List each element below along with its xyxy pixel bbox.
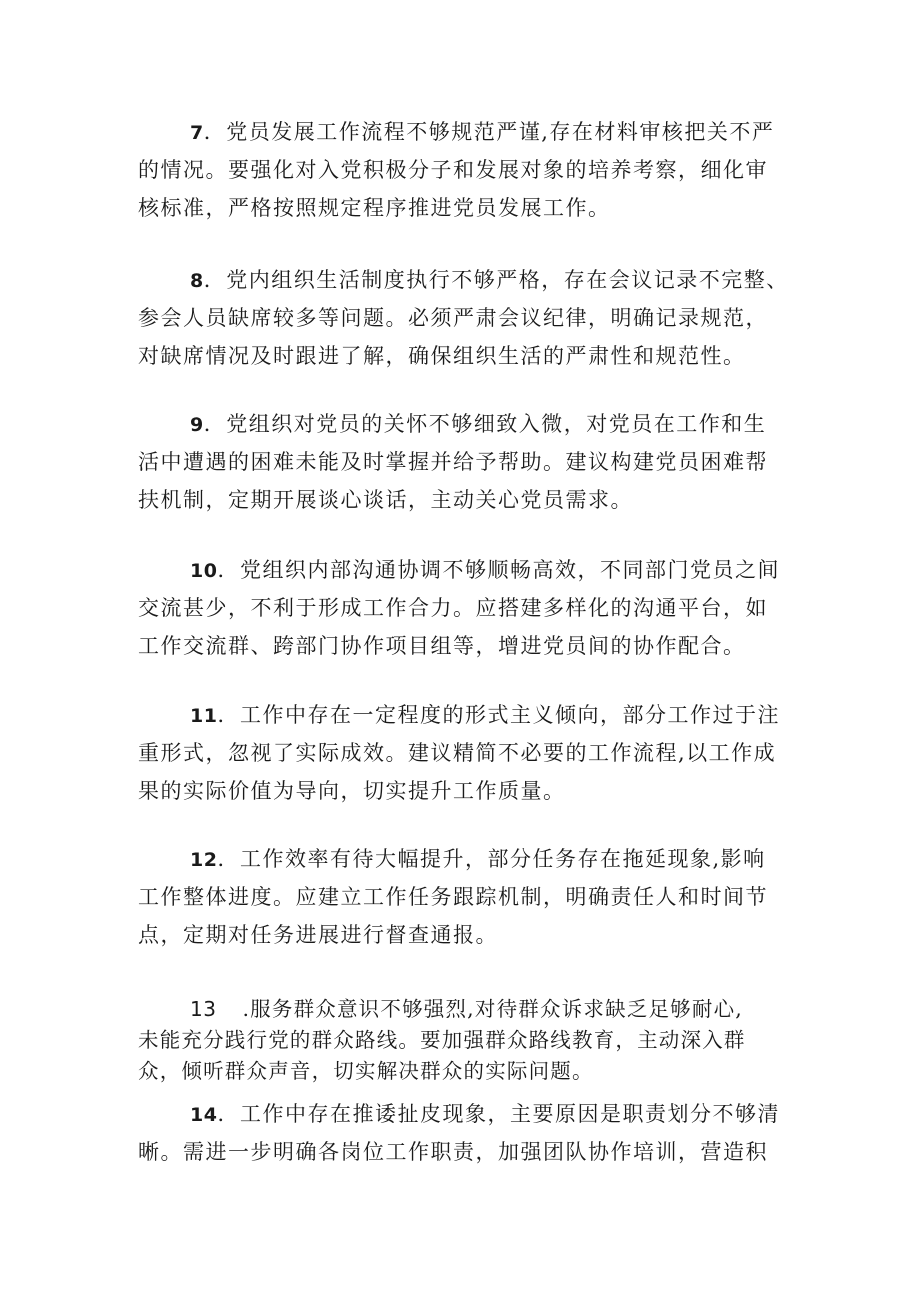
paragraph-14 [138, 1095, 798, 1171]
paragraph-line: 晰。需进一步明确各岗位工作职责，加强团队协作培训，营造积 [138, 1140, 768, 1164]
paragraph-line: 未能充分践行党的群众路线。要加强群众路线教育，主动深入群 [138, 1028, 746, 1052]
paragraph-line [138, 840, 798, 878]
item-number: 13 [190, 997, 217, 1021]
paragraph-12 [138, 840, 798, 954]
item-number: 12 [190, 849, 218, 871]
paragraph-line: 对缺席情况及时跟进了解，确保组织生活的严肃性和规范性。 [138, 344, 746, 368]
paragraph-line: 工作整体进度。应建立工作任务跟踪机制，明确责任人和时间节 [138, 885, 768, 909]
paragraph-line: 核标准，严格按照规定程序推进党员发展工作。 [138, 196, 611, 220]
paragraph-13 [138, 994, 798, 1087]
paragraph-line: 的情况。要强化对入党积极分子和发展对象的培养考察，细化审 [138, 158, 768, 182]
item-number: 11 [190, 705, 218, 727]
line-text: ．党组织内部沟通协调不够顺畅高效，不同部门党员之间 [217, 558, 780, 582]
paragraph-line [138, 696, 798, 734]
paragraph-line: 活中遭遇的困难未能及时掌握并给予帮助。建议构建党员困难帮 [138, 450, 768, 474]
paragraph-line [138, 261, 798, 299]
paragraph-line: 扶机制，定期开展谈心谈话，主动关心党员需求。 [138, 488, 633, 512]
paragraph-10 [138, 551, 798, 665]
paragraph-line: 参会人员缺席较多等问题。必须严肃会议纪律，明确记录规范， [138, 306, 768, 330]
item-number: 8 [190, 270, 204, 292]
paragraph-line [138, 405, 798, 443]
line-text: ．工作效率有待大幅提升，部分任务存在拖延现象,影响 [217, 847, 766, 871]
paragraph-line: 点，定期对任务进展进行督查通报。 [138, 923, 498, 947]
line-text: ．党内组织生活制度执行不够严格，存在会议记录不完整、 [203, 268, 789, 292]
paragraph-7 [138, 113, 798, 227]
line-text: ．工作中存在一定程度的形式主义倾向，部分工作过于注 [217, 703, 780, 727]
item-number: 9 [190, 414, 204, 436]
paragraph-line [138, 551, 798, 589]
item-number: 10 [190, 560, 218, 582]
paragraph-line: 交流甚少，不利于形成工作合力。应搭建多样化的沟通平台，如 [138, 596, 768, 620]
paragraph-line [138, 994, 798, 1025]
paragraph-line [138, 113, 798, 151]
item-number: 7 [190, 122, 204, 144]
item-number: 14 [190, 1104, 218, 1126]
line-text: ．党组织对党员的关怀不够细致入微，对党员在工作和生 [203, 412, 767, 436]
paragraph-9 [138, 405, 798, 519]
paragraph-line: 工作交流群、跨部门协作项目组等，增进党员间的协作配合。 [138, 634, 746, 658]
line-text: ．党员发展工作流程不够规范严谨,存在材料审核把关不严 [203, 120, 775, 144]
paragraph-line: 重形式，忽视了实际成效。建议精简不必要的工作流程,以工作成 [138, 741, 777, 765]
paragraph-11 [138, 696, 798, 810]
paragraph-8 [138, 261, 798, 375]
line-text: .服务群众意识不够强烈,对待群众诉求缺乏足够耐心, [242, 997, 744, 1021]
paragraph-line [138, 1095, 798, 1133]
line-text: ．工作中存在推诿扯皮现象，主要原因是职责划分不够清 [217, 1102, 780, 1126]
paragraph-line: 果的实际价值为导向，切实提升工作质量。 [138, 779, 566, 803]
paragraph-line: 众，倾听群众声音，切实解决群众的实际问题。 [138, 1059, 594, 1083]
